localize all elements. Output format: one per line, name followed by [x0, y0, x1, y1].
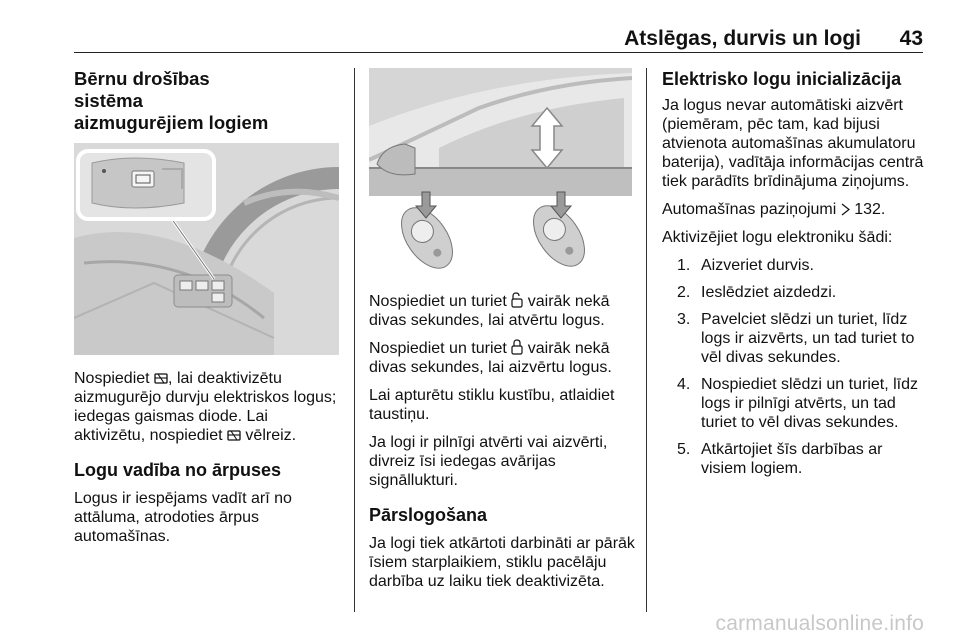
activation-intro: Aktivizējiet logu elektroniku šādi: — [662, 229, 893, 246]
overload-heading: Pārslogošana — [369, 505, 488, 525]
overload-paragraph: Ja logi tiek atkārtoti darbināti ar pārāk īsiem starplaikiem, stiklu pacēlāju darbība uz laiku tiek deaktivizēta. — [369, 535, 635, 590]
list-item: 3. Pavelciet slēdzi un turiet, līdz logs ir aizvērts, un tad turiet to vēl divas sekundes. — [677, 311, 915, 366]
child-lock-heading: Bērnu drošības sistēma aizmugurējiem logiem — [74, 68, 269, 133]
page-header — [74, 26, 923, 53]
stop-movement-paragraph: Lai apturētu stiklu kustību, atlaidiet taustiņu. — [369, 387, 615, 423]
unlock-key-icon — [511, 292, 523, 308]
column-left — [74, 68, 342, 555]
child-lock-window-icon — [154, 371, 168, 385]
watermark: carmanualsonline.info — [715, 612, 924, 635]
child-lock-paragraph: Nospiediet , lai deaktivizētu aizmugurējo durvju elektriskos logus; iedegas gaismas diode. Lai aktivizētu, nospiediet vēlreiz. — [74, 370, 337, 444]
list-item: 1. Aizveriet durvis. — [677, 257, 814, 274]
column-right — [662, 68, 930, 486]
steps-list — [662, 256, 930, 478]
open-windows-paragraph: Nospiediet un turiet vairāk nekā divas sekundes, lai atvērtu logus. — [369, 293, 610, 329]
column-middle — [369, 68, 637, 600]
lock-key-icon — [511, 339, 523, 355]
initialization-heading: Elektrisko logu inicializācija — [662, 69, 902, 89]
child-lock-window-icon — [227, 428, 241, 442]
list-item: 5. Atkārtojiet šīs darbības ar visiem logiem. — [677, 441, 883, 477]
remote-window-control-paragraph: Logus ir iespējams vadīt arī no attāluma, atrodoties ārpus automašīnas. — [74, 490, 292, 545]
page-reference-arrow-icon — [841, 203, 850, 216]
page-number: 43 — [899, 27, 923, 50]
column-divider-right — [646, 68, 647, 612]
door-switch-illustration — [74, 143, 339, 355]
close-windows-paragraph: Nospiediet un turiet vairāk nekā divas sekundes, lai aizvērtu logus. — [369, 340, 612, 376]
hazard-lights-paragraph: Ja logi ir pilnīgi atvērti vai aizvērti, divreiz īsi iedegas avārijas signāllukturi. — [369, 434, 608, 489]
vehicle-messages-reference: Automašīnas paziņojumi 132. — [662, 201, 886, 218]
section-title: Atslēgas, durvis un logi — [624, 27, 861, 50]
list-item: 4. Nospiediet slēdzi un turiet, līdz logs ir pilnīgi atvērts, un tad turiet to vēl divas sekundes. — [677, 376, 918, 431]
column-divider-left — [354, 68, 355, 612]
remote-window-control-heading: Logu vadība no ārpuses — [74, 460, 282, 480]
initialization-paragraph: Ja logus nevar automātiski aizvērt (piemēram, pēc tam, kad bijusi atvienota automašīnas akumulatoru baterija), vadītāja informācijas centrā tiek parādīts brīdinājuma ziņojums. — [662, 97, 924, 190]
list-item: 2. Ieslēdziet aizdedzi. — [677, 284, 837, 301]
window-and-key-illustration — [369, 68, 632, 280]
